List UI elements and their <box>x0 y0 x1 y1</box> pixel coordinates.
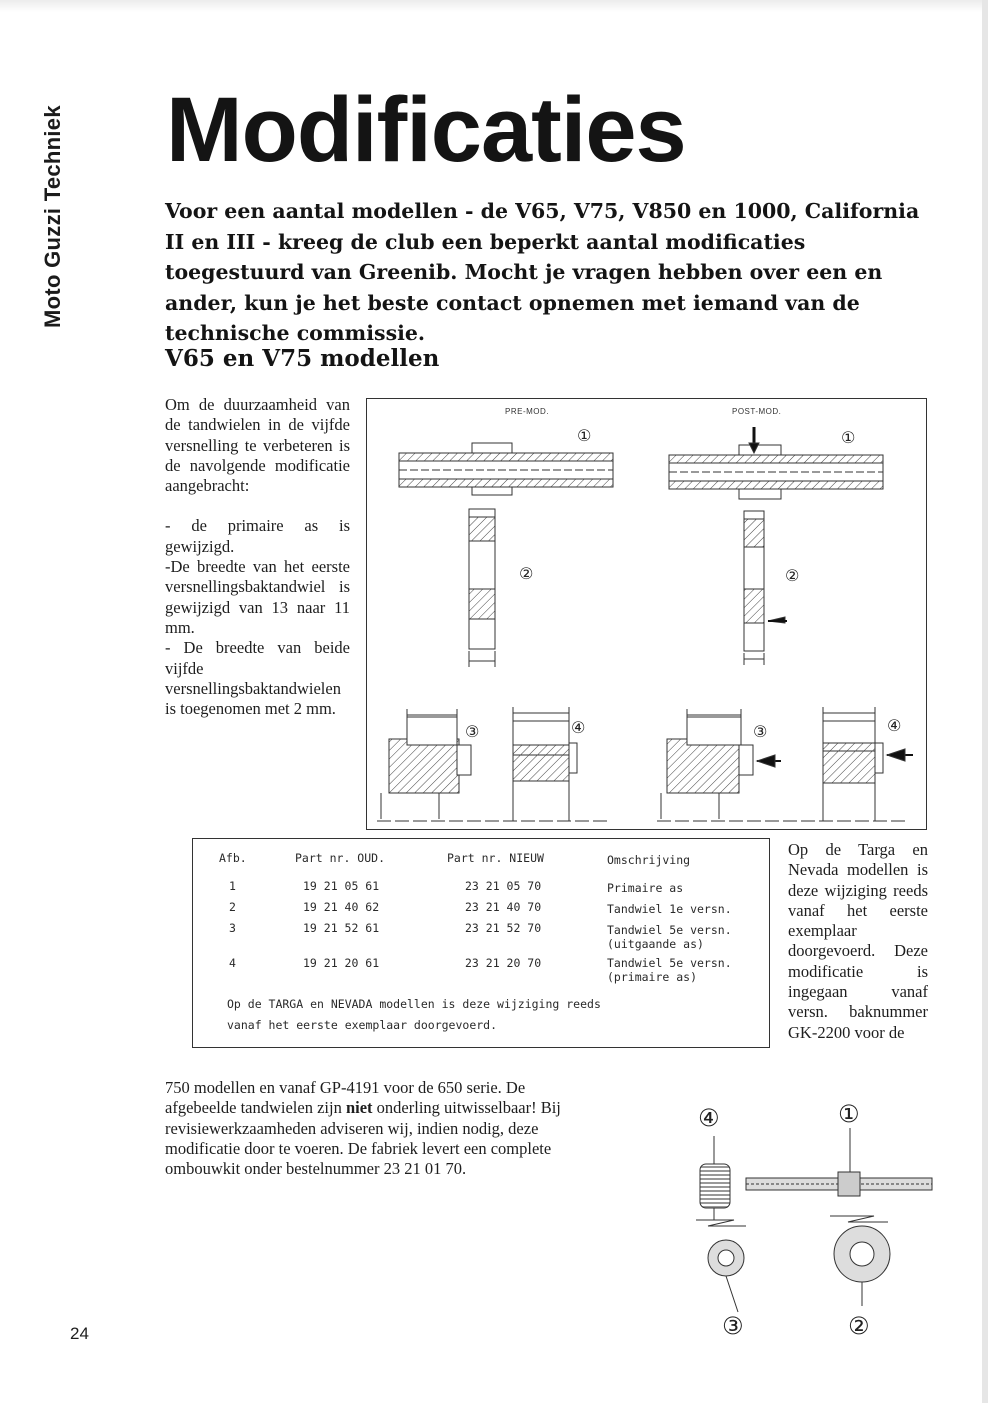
table-row-4-old: 19 21 20 61 <box>303 956 380 970</box>
pre-mod-shaft <box>399 443 613 495</box>
scan-edge-right <box>982 0 988 1403</box>
marker-3-pre: ③ <box>465 722 480 741</box>
parts-table <box>192 838 770 1048</box>
marker-4-pre: ④ <box>571 718 586 737</box>
modification-intro: Om de duurzaamheid van de tandwielen in de vijfde versnelling te verbeteren is de navolgende modificatie aangebracht: <box>165 395 350 496</box>
bottom-paragraph-text <box>165 1078 585 1179</box>
exploded-marker-4: ④ <box>698 1104 720 1132</box>
pre-mod-label: PRE-MOD. <box>505 407 549 416</box>
table-row-4-new: 23 21 20 70 <box>465 956 542 970</box>
table-header-desc: Omschrijving <box>607 853 691 867</box>
table-row-4-desc: Tandwiel 5e versn. (primaire as) <box>607 956 732 984</box>
page-number: 24 <box>70 1324 89 1343</box>
marker-4-post: ④ <box>887 716 902 735</box>
table-note-line-1: Op de TARGA en NEVADA modellen is deze wijziging reeds <box>227 997 601 1011</box>
table-row-2-desc: Tandwiel 1e versn. <box>607 902 732 916</box>
marker-1-pre: ① <box>577 426 592 445</box>
bottom-text-bold: niet <box>345 1098 373 1118</box>
table-row-2-new: 23 21 40 70 <box>465 900 542 914</box>
marker-3-post: ③ <box>753 722 768 741</box>
table-header-afb: Afb. <box>219 851 247 865</box>
modification-item-1: - de primaire as is gewijzigd. <box>165 516 350 556</box>
post-mod-label: POST-MOD. <box>732 407 782 416</box>
bottom-text-start: 750 modellen en vanaf GP-4191 voor de 650 serie. De afgebeelde tandwielen zijn <box>165 1078 526 1118</box>
exploded-marker-3: ③ <box>722 1312 744 1340</box>
bottom-text-end: onderling uitwisselbaar! Bij revisiewerkzaamheden adviseren wij, indien nodig, deze modificatie door te voeren. De fabriek levert een complete ombouwkit onder bestelnummer 23 21 01 70. <box>165 1098 561 1179</box>
marker-1-post: ① <box>841 428 856 447</box>
table-row-3-afb: 3 <box>229 921 236 935</box>
intro-paragraph: Voor een aantal modellen - de V65, V75, V850 en 1000, California II en III - kreeg de club een beperkt aantal modificaties toegestuurd van Greenib. Mocht je vragen hebben over een en ander, kun je het beste contact opnemen met iemand van de technische commissie. <box>165 199 920 345</box>
table-row-4-afb: 4 <box>229 956 236 970</box>
sidebar-title: Moto Guzzi Techniek <box>40 105 65 328</box>
modification-item-2: -De breedte van het eerste versnellingsbaktandwiel is gewijzigd van 13 naar 11 mm. <box>165 557 350 637</box>
table-note-line-2: vanaf het eerste exemplaar doorgevoerd. <box>227 1018 498 1032</box>
section-heading: V65 en V75 modellen <box>165 345 440 372</box>
marker-2-post: ② <box>785 566 800 585</box>
table-row-1-desc: Primaire as <box>607 881 684 895</box>
table-row-1-new: 23 21 05 70 <box>465 879 542 893</box>
post-mod-gears-3-4 <box>657 707 913 821</box>
table-row-3-old: 19 21 52 61 <box>303 921 380 935</box>
marker-2-pre: ② <box>519 564 534 583</box>
table-row-2-afb: 2 <box>229 900 236 914</box>
exploded-marker-1: ① <box>838 1100 860 1128</box>
right-column-text: Op de Targa en Nevada modellen is deze wijziging reeds vanaf het eerste exemplaar doorgevoerd. Deze modificatie is ingegaan vanaf versn. baknummer GK-2200 voor de <box>788 840 928 1042</box>
modification-item-3: - De breedte van beide vijfde versnellingsbaktandwielen is toegenomen met 2 mm. <box>165 638 350 719</box>
technical-drawing <box>366 398 927 830</box>
table-header-new: Part nr. NIEUW <box>447 851 544 865</box>
table-header-old: Part nr. OUD. <box>295 851 386 865</box>
bottom-paragraph <box>165 1078 585 1179</box>
scan-edge-top <box>0 0 988 12</box>
post-mod-gear-1 <box>744 511 787 665</box>
table-row-3-desc: Tandwiel 5e versn. (uitgaande as) <box>607 923 732 951</box>
table-row-2-old: 19 21 40 62 <box>303 900 380 914</box>
gear-drawing <box>367 399 926 829</box>
exploded-gear-illustration <box>678 1094 940 1348</box>
pre-mod-gear-1 <box>469 509 495 667</box>
exploded-gear-drawing <box>678 1094 940 1348</box>
paragraph-gap <box>165 496 350 516</box>
page-title: Modificaties <box>166 79 686 181</box>
table-row-3-new: 23 21 52 70 <box>465 921 542 935</box>
table-row-1-old: 19 21 05 61 <box>303 879 380 893</box>
exploded-marker-2: ② <box>848 1312 870 1340</box>
left-column-text <box>165 395 350 719</box>
table-row-1-afb: 1 <box>229 879 236 893</box>
